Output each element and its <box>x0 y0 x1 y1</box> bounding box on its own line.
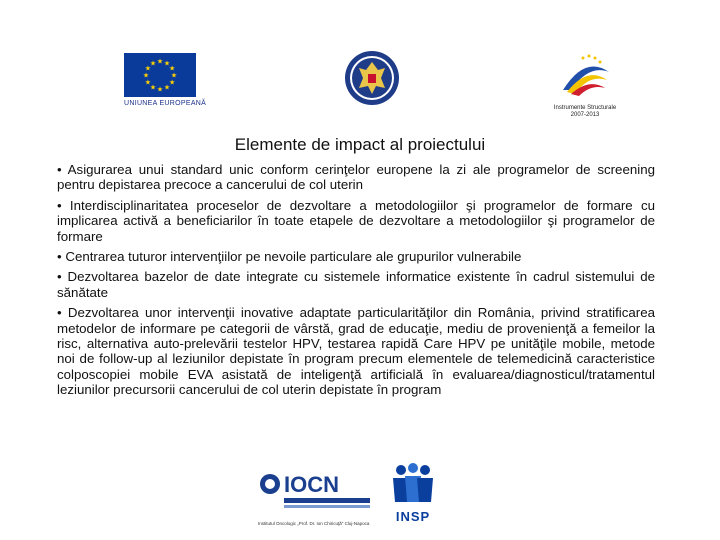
insp-name: INSP <box>395 509 431 524</box>
iocn-name: IOCN <box>284 472 339 497</box>
iocn-caption: Institutul Oncologic „Prof. Dr. Ion Chiricuţă" Cluj-Napoca <box>258 521 370 526</box>
eu-star-icon: ★ <box>168 79 176 87</box>
eu-star-icon: ★ <box>156 58 164 66</box>
eu-star-icon: ★ <box>142 72 150 80</box>
eu-star-icon: ★ <box>163 60 171 68</box>
government-of-romania-logo <box>343 48 401 110</box>
eu-star-icon: ★ <box>149 60 157 68</box>
eu-star-icon: ★ <box>144 65 152 73</box>
eu-caption: UNIUNEA EUROPEANĂ <box>124 100 207 107</box>
romanian-coat-of-arms-icon <box>343 48 401 110</box>
eu-star-icon: ★ <box>168 65 176 73</box>
ins-caption-line1: Instrumente Structurale <box>553 105 617 111</box>
eu-star-icon: ★ <box>149 84 157 92</box>
bullet-item: • Interdisciplinaritatea proceselor de dezvoltare a metodologiilor şi programelor de formare cu implicarea activă a beneficiarilor în toate etapele de dezvoltare a metodologiilor şi programelor de formare <box>57 197 655 244</box>
bullet-item: • Dezvoltarea bazelor de date integrate cu sistemele informatice existente în cadrul sistemului de sănătate <box>57 269 655 300</box>
eu-star-icon: ★ <box>144 79 152 87</box>
bullet-item: • Centrarea tuturor intervenţiilor pe nevoile particulare ale grupurilor vulnerabile <box>57 249 522 265</box>
iocn-emblem-icon <box>258 466 376 516</box>
ins-caption-line2: 2007-2013 <box>570 112 600 118</box>
eu-star-icon: ★ <box>163 84 171 92</box>
page-title: Elemente de impact al proiectului <box>234 135 486 154</box>
structural-instruments-icon <box>545 50 625 100</box>
eu-flag-icon <box>124 53 196 97</box>
bullet-item: • Dezvoltarea unor intervenţii inovative adaptate particularităţilor din România, privind stratificarea metodelor de informare pe categorii de vârstă, grad de educaţie, mediu de provenienţă a femeilor la risc, alternativa auto-prelevării testelor HPV, testarea rapidă Care HPV pe unităţile mobile, metode noi de follow-up al leziunilor depistate în program precum elementele de telemedicină caracteristice colposcopiei mobile EVA asistată de inteligenţă artificială în evaluarea/diagnosticul/tratamentul leziunilor precursorii cancerului de col uterin depistate în program <box>57 305 655 398</box>
eu-logo <box>124 53 207 111</box>
eu-star-icon: ★ <box>156 86 164 94</box>
bullet-item: • Asigurarea unui standard unic conform cerinţelor europene la zi ale programelor de screening pentru depistarea precoce a cancerului de col uterin <box>57 162 655 193</box>
iocn-logo <box>258 466 376 524</box>
insp-logo <box>387 462 439 522</box>
structural-instruments-logo <box>545 50 625 120</box>
content-body <box>57 162 655 403</box>
insp-people-icon <box>387 462 439 504</box>
eu-star-icon: ★ <box>170 72 178 80</box>
